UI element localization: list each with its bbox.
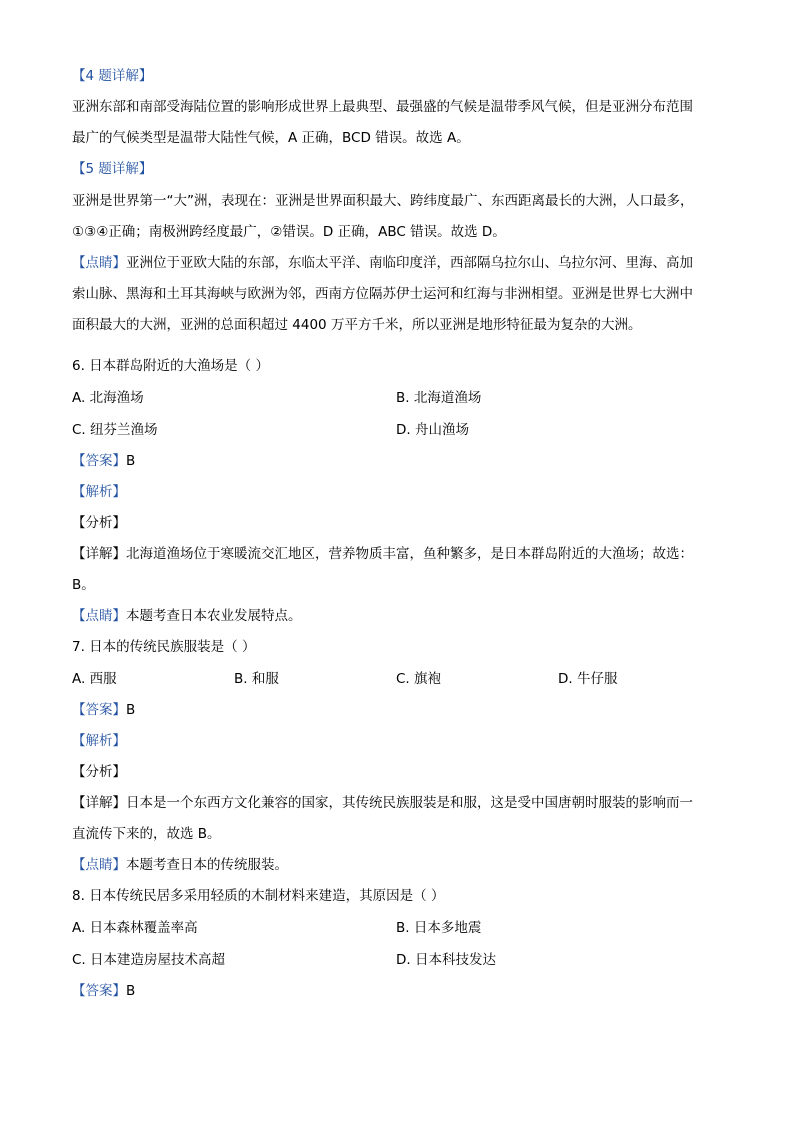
q7-option-c: C. 旗袍	[396, 671, 442, 687]
q7-dianjing	[72, 855, 724, 875]
q6-dianjing-text: 本题考查日本农业发展特点。	[126, 608, 302, 624]
q6-dianjing-label: 【点睛】	[72, 608, 126, 624]
q6-xiangjie-text-1: 北海道渔场位于寒暖流交汇地区，营养物质丰富，鱼种繁多，是日本群岛附近的大渔场；故选：	[126, 546, 693, 562]
q6-option-b: B. 北海道渔场	[396, 390, 482, 406]
section-5-para-line-2: ①③④正确；南极洲跨经度最广，②错误。D 正确，ABC 错误。故选 D。	[72, 224, 506, 240]
section-5-para-line-1: 亚洲是世界第一“大”洲，表现在：亚洲是世界面积最大、跨纬度最广、东西距离最长的大洲，人口最多，	[72, 193, 694, 209]
q6-xiangjie-label: 【详解】	[72, 546, 126, 562]
section-5-dianjing-label: 【点睛】	[72, 255, 126, 271]
q8-answer-value: B	[126, 983, 136, 999]
q6-dianjing	[72, 606, 724, 626]
q6-jiexi-label: 【解析】	[72, 484, 126, 500]
q8-stem: 8. 日本传统民居多采用轻质的木制材料来建造，其原因是（ ）	[72, 888, 445, 904]
q7-answer-value: B	[126, 702, 136, 718]
q7-fenxi-label: 【分析】	[72, 764, 126, 780]
q6-fenxi-label: 【分析】	[72, 515, 126, 531]
q7-option-a: A. 西服	[72, 671, 117, 687]
q8-option-a: A. 日本森林覆盖率高	[72, 920, 198, 936]
q7-xiangjie-line-2: 直流传下来的，故选 B。	[72, 826, 221, 842]
section-5-dianjing-line-3: 面积最大的大洲，亚洲的总面积超过 4400 万平方千米，所以亚洲是地形特征最为复杂的大洲。	[72, 317, 642, 333]
q7-answer	[72, 700, 724, 720]
q8-option-c: C. 日本建造房屋技术高超	[72, 952, 226, 968]
section-5-heading	[72, 159, 724, 179]
q6-stem: 6. 日本群岛附近的大渔场是（ ）	[72, 358, 269, 374]
q7-fenxi	[72, 762, 724, 782]
section-4-para-line-1: 亚洲东部和南部受海陆位置的影响形成世界上最典型、最强盛的气候是温带季风气候，但是亚洲分布范围	[72, 99, 693, 115]
section-4-heading-text: 【4 题详解】	[72, 68, 153, 84]
q8-option-d: D. 日本科技发达	[396, 952, 496, 968]
q7-option-d: D. 牛仔服	[558, 671, 618, 687]
q7-dianjing-label: 【点睛】	[72, 857, 126, 873]
q8-answer-label: 【答案】	[72, 983, 126, 999]
q7-dianjing-text: 本题考查日本的传统服装。	[126, 857, 288, 873]
q7-xiangjie-line-1	[72, 793, 724, 813]
section-4-para-line-2: 最广的气候类型是温带大陆性气候，A 正确，BCD 错误。故选 A。	[72, 130, 470, 146]
section-5-dianjing-line-1	[72, 253, 724, 273]
q6-answer-value: B	[126, 453, 136, 469]
q6-fenxi	[72, 513, 724, 533]
q7-xiangjie-label: 【详解】	[72, 795, 126, 811]
q6-xiangjie-line-1	[72, 544, 724, 564]
section-4-heading	[72, 66, 724, 86]
q7-answer-label: 【答案】	[72, 702, 126, 718]
q8-option-b: B. 日本多地震	[396, 920, 482, 936]
q7-jiexi-label: 【解析】	[72, 733, 126, 749]
q6-jiexi	[72, 482, 724, 502]
q6-answer	[72, 451, 724, 471]
q6-option-d: D. 舟山渔场	[396, 422, 469, 438]
section-5-dianjing-line-2: 索山脉、黑海和土耳其海峡与欧洲为邻，西南方位隔苏伊士运河和红海与非洲相望。亚洲是世界七大洲中	[72, 286, 693, 302]
q8-answer	[72, 981, 724, 1001]
q7-xiangjie-text-1: 日本是一个东西方文化兼容的国家，其传统民族服装是和服，这是受中国唐朝时服装的影响而一	[126, 795, 693, 811]
section-5-heading-text: 【5 题详解】	[72, 161, 153, 177]
section-5-dianjing-text-1: 亚洲位于亚欧大陆的东部，东临太平洋、南临印度洋，西部隔乌拉尔山、乌拉尔河、里海、高加	[126, 255, 693, 271]
q7-stem: 7. 日本的传统民族服装是（ ）	[72, 639, 256, 655]
q6-option-a: A. 北海渔场	[72, 390, 144, 406]
q6-answer-label: 【答案】	[72, 453, 126, 469]
q7-option-b: B. 和服	[234, 671, 279, 687]
q6-xiangjie-line-2: B。	[72, 577, 95, 593]
q7-jiexi	[72, 731, 724, 751]
q6-option-c: C. 纽芬兰渔场	[72, 422, 158, 438]
